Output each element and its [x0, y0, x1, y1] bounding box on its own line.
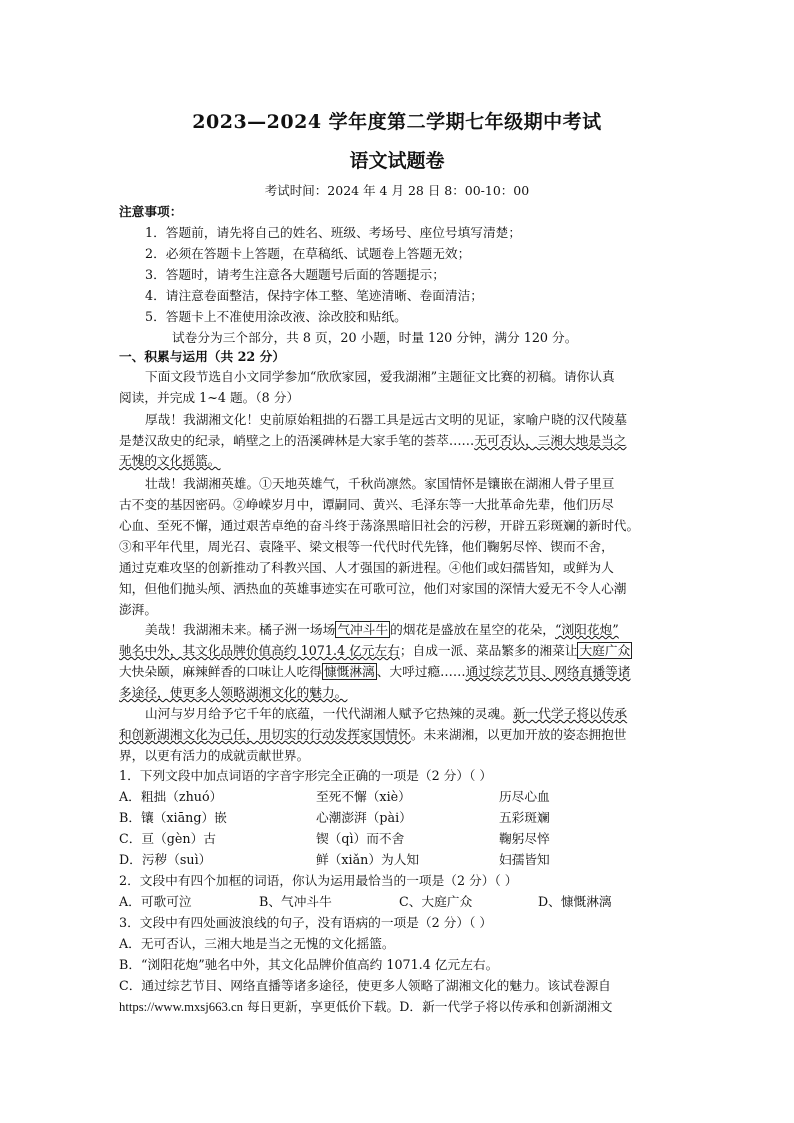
notice-item: 1．答题前，请先将自己的姓名、班级、考场号、座位号填写清楚；	[145, 225, 522, 240]
passage-line: 厚哉！我湖湘文化！史前原始粗拙的石器工具是远古文明的见证，家喻户晓的汉代陵墓	[145, 412, 628, 427]
q1-option: A．粗拙（zhuó）	[119, 789, 223, 804]
notice-heading: 注意事项：	[119, 204, 183, 219]
passage-text: 。未来湖湘，以更加开放的姿态拥抱世	[410, 727, 627, 742]
passage-line: 壮哉！我湖湘英雄。①天地英雄气，千秋尚凛然。家国情怀是镶嵌在湖湘人骨子里亘	[145, 476, 615, 491]
question-stem: 1．下列文段中加点词语的字音字形完全正确的一项是（2 分）（ ）	[119, 768, 493, 783]
passage-line: 通过克难攻坚的创新推动了科教兴国、人才强国的新进程。④他们或妇孺皆知，或鲜为人	[119, 560, 614, 575]
wavy-sentence-a: 无愧的文化摇篮。	[119, 453, 221, 468]
source-link[interactable]: https://www.mxsj663.cn	[119, 1000, 243, 1014]
passage-line	[119, 685, 679, 701]
passage-line: 界，以更有活力的成就贡献世界。	[119, 748, 310, 763]
passage-line	[119, 727, 679, 743]
passage-line	[119, 664, 679, 680]
passage-line: ③和平年代里，周光召、袁隆平、梁文根等一代代时代先锋，他们鞠躬尽悴、锲而不舍，	[119, 539, 614, 554]
q2-option: B、气冲斗牛	[259, 894, 332, 909]
q3-option: A．无可否认，三湘大地是当之无愧的文化摇篮。	[119, 936, 395, 951]
boxed-word: 气冲斗牛	[337, 622, 389, 637]
passage-text: 山河与岁月给予它千年的底蕴，一代代湖湘人赋予它热辣的灵魂。	[145, 706, 513, 721]
q1-option: C．亘（gèn）古	[119, 831, 216, 846]
passage-text: 每日更新，享更低价下载。D．新一代学子将以传承和创新湖湘文	[242, 999, 613, 1014]
passage-line	[145, 622, 705, 638]
notice-item: 3．答题时，请考生注意各大题题号后面的答题提示；	[145, 267, 445, 282]
passage-line: 澎湃。	[119, 602, 158, 617]
boxed-word: 大庭广众	[579, 643, 631, 658]
q2-option: D、慷慨淋漓	[538, 894, 612, 909]
q2-option: A．可歌可泣	[119, 894, 192, 909]
passage-text: 是楚汉敌史的纪录，峭壁之上的浯溪碑林是大家手笔的荟萃……	[119, 433, 475, 448]
q1-option: B．镶（xiāng）嵌	[119, 810, 227, 825]
q1-option: 锲（qì）而不舍	[316, 831, 405, 846]
passage-line	[145, 706, 705, 722]
section-intro: 阅读，并完成 1~4 题。（8 分）	[119, 390, 300, 405]
question-stem: 3．文段中有四处画波浪线的句子，没有语病的一项是（2 分）（ ）	[119, 915, 493, 930]
wavy-sentence-b: “浏阳花炮”	[555, 622, 619, 637]
notice-item: 5．答题卡上不准使用涂改液、涂改胶和贴纸。	[145, 309, 407, 324]
passage-line: 知，但他们抛头颅、洒热血的英雄事迹实在可歌可泣，他们对家国的深情大爱无不令人心潮	[119, 581, 627, 596]
exam-title: 2023—2024 学年度第二学期七年级期中考试	[192, 111, 602, 133]
wavy-sentence-d: 和创新湖湘文化为己任，用切实的行动发挥家国情怀	[119, 727, 411, 742]
section-intro: 下面文段节选自小文同学参加“欣欣家园，爱我湖湘”主题征文比赛的初稿。请你认真	[145, 369, 615, 384]
q1-option: 五彩斑斓	[499, 810, 550, 825]
passage-text: 、大呼过瘾……	[376, 664, 466, 679]
q3-option: B．“浏阳花炮”驰名中外，其文化品牌价值高约 1071.4 亿元左右。	[119, 957, 499, 972]
q1-option: 鞠躬尽悴	[499, 831, 550, 846]
q1-option: 历尽心血	[499, 789, 550, 804]
wavy-sentence-a: 无可否认，三湘大地是当之	[474, 433, 627, 448]
notice-summary: 试卷分为三个部分，共 8 页，20 小题，时量 120 分钟，满分 120 分。	[172, 330, 578, 345]
q1-option: 心潮澎湃（pài）	[316, 810, 412, 825]
notice-item: 2．必须在答题卡上答题，在草稿纸、试题卷上答题无效；	[145, 246, 471, 261]
passage-line	[119, 643, 679, 659]
q1-option: 至死不懈（xiè）	[316, 789, 411, 804]
wavy-sentence-c: 多途径，使更多人领略湖湘文化的魅力。	[119, 685, 348, 700]
exam-subtitle: 语文试题卷	[349, 150, 445, 172]
passage-line: 古不变的基因密码。②峥嵘岁月中，谭嗣同、黄兴、毛泽东等一大批革命先辈，他们历尽	[119, 497, 614, 512]
passage-line: 心血、至死不懈，通过艰苦卓绝的奋斗终于荡涤黑暗旧社会的污秽，开辟五彩斑斓的新时代。	[119, 518, 640, 533]
passage-line	[119, 433, 679, 449]
wavy-sentence-c: 通过综艺节目、网络直播等诸	[465, 664, 631, 679]
question-stem: 2．文段中有四个加框的词语，你认为运用最恰当的一项是（2 分）（ ）	[119, 873, 518, 888]
passage-text: 大快朵颐，麻辣鲜香的口味让人吃得	[119, 664, 322, 679]
wavy-sentence-b: 驰名中外，其文化品牌价值高约 1071.4 亿元左右	[119, 643, 400, 658]
q1-option: 鲜（xiǎn）为人知	[316, 852, 420, 867]
q2-option: C、大庭广众	[399, 894, 473, 909]
exam-time: 考试时间：2024 年 4 月 28 日 8：00-10：00	[264, 183, 530, 198]
notice-item: 4．请注意卷面整洁，保持字体工整、笔迹清晰、卷面清洁；	[145, 288, 483, 303]
q1-option: 妇孺皆知	[499, 852, 550, 867]
wavy-sentence-d: 新一代学子将以传承	[512, 706, 628, 721]
passage-line	[119, 453, 679, 469]
passage-text: 美哉！我湖湘未来。橘子洲一场场	[145, 622, 336, 637]
q3-option: C．通过综艺节目、网络直播等诸多途径，使更多人领略了湖湘文化的魅力。该试卷源自	[119, 978, 611, 993]
boxed-word: 慷慨淋漓	[324, 664, 375, 679]
passage-text: 的烟花是盛放在星空的花朵，	[390, 622, 555, 637]
section-heading: 一、积累与运用（共 22 分）	[119, 349, 286, 364]
q3-option	[119, 999, 679, 1015]
q1-option: D．污秽（suì）	[119, 852, 212, 867]
passage-text: ；自成一派、菜品繁多的湘菜让	[399, 643, 578, 658]
